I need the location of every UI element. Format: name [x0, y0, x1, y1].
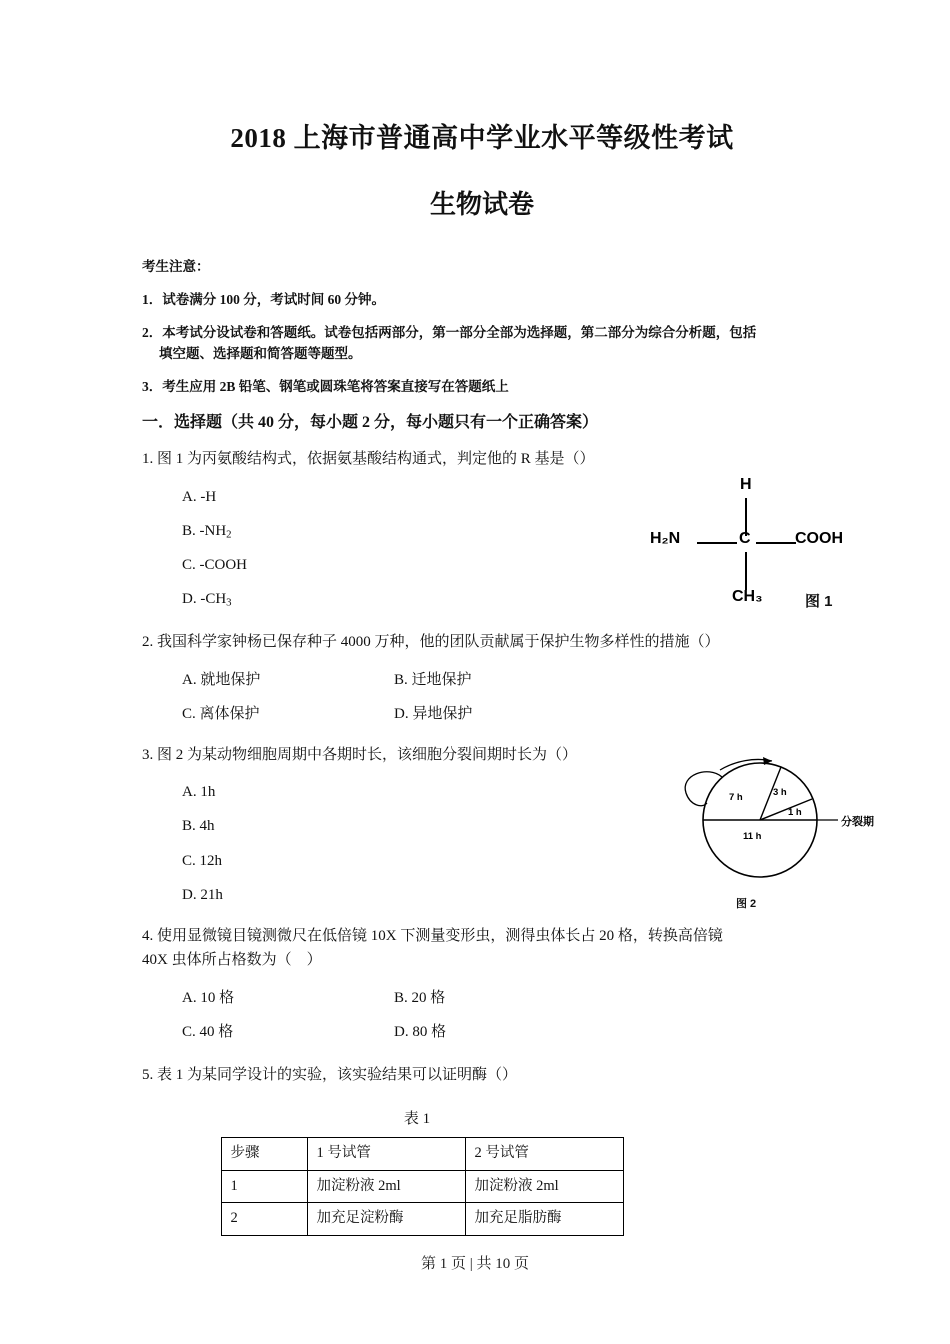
question-3-option-b[interactable]: B. 4h — [182, 818, 215, 835]
table-cell-r2c2: 加充足脂肪酶 — [465, 1203, 623, 1236]
figure-1-alanine-structure — [640, 472, 870, 622]
figure-1-caption: 图 1 — [805, 593, 833, 610]
question-5 — [142, 1063, 822, 1236]
table-cell-r2c1: 加充足淀粉酶 — [307, 1203, 465, 1236]
table-1-wrapper — [142, 1137, 822, 1236]
notice-item-2-text: 本考试分设试卷和答题纸。试卷包括两部分，第一部分全部为选择题，第二部分为综合分析题，包括 — [162, 324, 757, 340]
question-2-option-d[interactable]: D. 异地保护 — [394, 705, 473, 722]
question-4-options — [142, 981, 822, 1049]
table-header-tube-1: 1 号试管 — [307, 1138, 465, 1171]
figure-2-cell-cycle-chart — [660, 745, 900, 920]
notice-item-3-number: 3． — [142, 378, 163, 394]
option-label: B. -NH — [182, 522, 227, 539]
question-5-stem: 5. 表 1 为某同学设计的实验，该实验结果可以证明酶（） — [142, 1066, 518, 1083]
atom-label-amino-group: H₂N — [650, 530, 681, 547]
table-header-row — [221, 1138, 623, 1171]
cycle-direction-arc — [685, 772, 722, 806]
page-subtitle: 生物试卷 — [429, 190, 534, 220]
question-4-stem-line2: 40X 虫体所占格数为（ ） — [142, 952, 322, 969]
question-2-stem: 2. 我国科学家钟杨已保存种子 4000 万种，他的团队贡献属于保护生物多样性的措施（） — [142, 634, 720, 651]
notice-item-2-continuation: 填空题、选择题和简答题等题型。 — [159, 345, 362, 361]
pie-label-3h: 3 h — [773, 787, 787, 798]
question-2-options — [142, 663, 822, 731]
question-4-options-row-2 — [142, 1015, 822, 1049]
table-cell-step-2: 2 — [221, 1203, 307, 1236]
option-subscript: 2 — [226, 528, 232, 541]
question-2-option-a[interactable]: A. 就地保护 — [182, 671, 261, 688]
page-footer: 第 1 页 | 共 10 页 — [420, 1256, 529, 1272]
cell-cycle-pie-svg — [660, 745, 900, 920]
division-phase-label: 分裂期 — [841, 816, 874, 828]
question-4-option-b[interactable]: B. 20 格 — [394, 989, 446, 1006]
question-4 — [142, 924, 822, 1049]
question-4-option-a[interactable]: A. 10 格 — [182, 989, 235, 1006]
question-4-option-c[interactable]: C. 40 格 — [182, 1023, 234, 1040]
page-title: 2018 上海市普通高中学业水平等级性考试 — [230, 123, 734, 153]
option-label: A. -H — [182, 488, 217, 505]
notice-item-1-number: 1． — [142, 291, 163, 307]
atom-label-carbon-center: C — [739, 530, 751, 547]
table-cell-r1c1: 加淀粉液 2ml — [307, 1170, 465, 1203]
question-2-option-b[interactable]: B. 迁地保护 — [394, 671, 472, 688]
notice-item-2 — [142, 323, 822, 365]
question-3-stem: 3. 图 2 为某动物细胞周期中各期时长，该细胞分裂间期时长为（） — [142, 746, 578, 763]
option-subscript: 3 — [226, 596, 232, 609]
question-3-option-d[interactable]: D. 21h — [182, 886, 223, 903]
notice-item-3-text: 考生应用 2B 铅笔、钢笔或圆珠笔将答案直接写在答题纸上 — [162, 378, 509, 394]
table-row — [221, 1203, 623, 1236]
section-heading-multiple-choice: 一．选择题（共 40 分，每小题 2 分，每小题只有一个正确答案） — [142, 414, 599, 432]
pie-label-1h: 1 h — [788, 807, 802, 818]
bond-c-ch3 — [745, 552, 747, 590]
question-3-option-c[interactable]: C. 12h — [182, 852, 223, 869]
option-label: C. -COOH — [182, 556, 248, 573]
question-4-option-d[interactable]: D. 80 格 — [394, 1023, 447, 1040]
experiment-table — [221, 1137, 624, 1236]
atom-label-carboxyl-group: COOH — [795, 530, 843, 547]
notice-item-2-number: 2． — [142, 324, 163, 340]
atom-label-methyl-group: CH₃ — [732, 588, 763, 605]
question-2-option-c[interactable]: C. 离体保护 — [182, 705, 260, 722]
pie-label-11h: 11 h — [743, 831, 762, 842]
question-2-options-row-2 — [142, 697, 822, 731]
question-2-options-row-1 — [142, 663, 822, 697]
table-cell-r1c2: 加淀粉液 2ml — [465, 1170, 623, 1203]
bond-n-c — [697, 542, 737, 544]
notice-item-3 — [142, 377, 822, 398]
bond-c-cooh — [756, 542, 796, 544]
table-1-title: 表 1 — [403, 1111, 431, 1128]
figure-2-caption: 图 2 — [736, 898, 757, 910]
option-label: D. -CH — [182, 591, 227, 608]
notice-item-1-text: 试卷满分 100 分，考试时间 60 分钟。 — [162, 291, 385, 307]
question-3-option-a[interactable]: A. 1h — [182, 784, 216, 801]
table-row — [221, 1170, 623, 1203]
table-header-tube-2: 2 号试管 — [465, 1138, 623, 1171]
table-cell-step-1: 1 — [221, 1170, 307, 1203]
notice-item-1 — [142, 290, 822, 311]
question-4-stem: 4. 使用显微镜目镜测微尺在低倍镜 10X 下测量变形虫，测得虫体长占 20 格，转换高倍镜 — [142, 928, 723, 945]
table-header-step: 步骤 — [221, 1138, 307, 1171]
question-4-options-row-1 — [142, 981, 822, 1015]
atom-label-hydrogen-top: H — [740, 476, 752, 493]
candidate-notice — [142, 259, 822, 398]
notice-heading: 考生注意： — [142, 258, 210, 274]
pie-label-7h: 7 h — [729, 792, 743, 803]
question-2 — [142, 630, 822, 731]
question-1-stem: 1. 图 1 为丙氨酸结构式，依据氨基酸结构通式，判定他的 R 基是（） — [142, 451, 595, 468]
